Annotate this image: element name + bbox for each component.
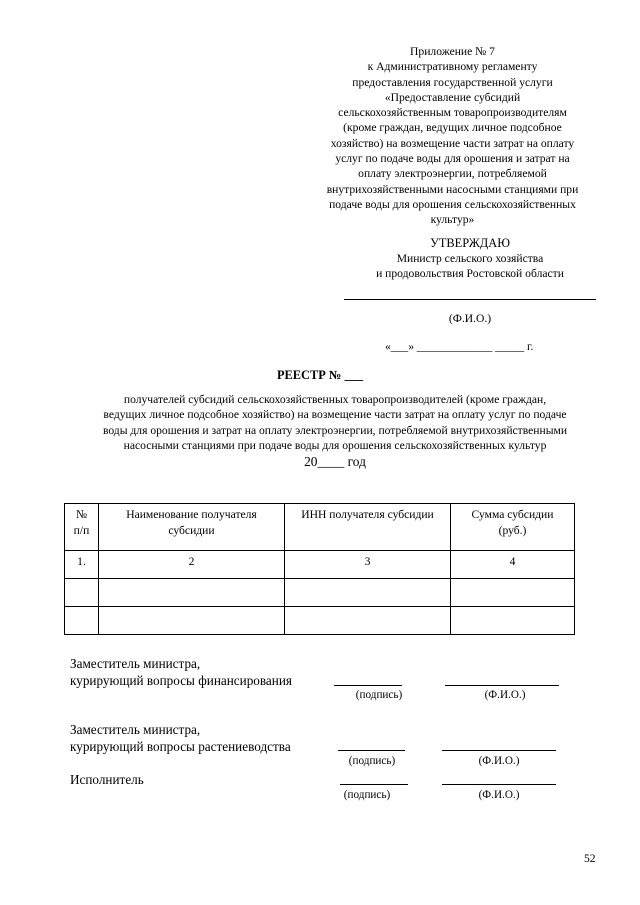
deputy-finance-signature-label: (подпись)	[355, 689, 403, 701]
executor-fio-line	[442, 784, 556, 785]
deputy-finance-title: Заместитель министра,	[70, 656, 201, 671]
minister-signature-line	[344, 299, 596, 300]
appendix-line: «Предоставление субсидий	[384, 90, 521, 104]
table-cell	[285, 607, 451, 635]
table-row	[65, 551, 575, 579]
approval-organization: и продовольствия Ростовской области	[376, 267, 564, 280]
deputy-crop-scope: курирующий вопросы растениеводства	[70, 739, 291, 754]
deputy-crop-signature-line	[338, 750, 405, 751]
registry-title: РЕЕСТР № ___	[276, 368, 364, 382]
minister-fio-label: (Ф.И.О.)	[448, 312, 492, 325]
table-header-row	[65, 504, 575, 551]
table-cell	[451, 579, 575, 607]
executor-signature-label: (подпись)	[343, 789, 391, 801]
appendix-line: к Административному регламенту	[367, 60, 538, 74]
approval-position: Министр сельского хозяйства	[396, 252, 544, 265]
appendix-line: (кроме граждан, ведущих личное подсобное	[343, 121, 562, 135]
table-cell: 1.	[65, 551, 99, 579]
description-line: насосными станциями при подаче воды для орошения сельскохозяйственных культур	[123, 438, 547, 452]
header-subsidy-amount: Сумма субсидии (руб.)	[451, 504, 575, 551]
deputy-crop-signature-label: (подпись)	[348, 755, 396, 767]
registry-description	[50, 392, 620, 453]
table-row	[65, 579, 575, 607]
table-cell	[65, 607, 99, 635]
deputy-crop-fio-line	[442, 750, 556, 751]
header-recipient-name: Наименование получателя субсидии	[99, 504, 285, 551]
header-number: № п/п	[65, 504, 99, 551]
table-cell: 2	[99, 551, 285, 579]
appendix-line: подаче воды для орошения сельскохозяйственных	[329, 197, 576, 211]
table-row	[65, 607, 575, 635]
table-cell	[285, 579, 451, 607]
deputy-finance-fio-line	[445, 685, 559, 686]
executor-fio-label: (Ф.И.О.)	[478, 789, 520, 801]
deputy-crop-fio-label: (Ф.И.О.)	[478, 755, 520, 767]
appendix-line: внутрихозяйственными насосными станциями при	[326, 182, 579, 196]
executor-signature-line	[340, 784, 408, 785]
table-cell	[65, 579, 99, 607]
executor-label: Исполнитель	[70, 772, 144, 787]
table-cell	[99, 579, 285, 607]
appendix-line: предоставления государственной услуги	[352, 75, 553, 89]
appendix-line: сельскохозяйственным товаропроизводителям	[338, 106, 567, 120]
deputy-finance-signature-line	[334, 685, 402, 686]
registry-year: 20____ год	[304, 454, 366, 469]
approval-title: УТВЕРЖДАЮ	[430, 236, 510, 250]
header-inn: ИНН получателя субсидии	[285, 504, 451, 551]
page-number: 52	[584, 852, 596, 865]
appendix-header	[300, 44, 605, 228]
approval-date: «___» _____________ _____ г.	[385, 340, 534, 353]
deputy-crop-title: Заместитель министра,	[70, 722, 201, 737]
appendix-line: Приложение № 7	[410, 45, 495, 58]
appendix-line: культур»	[430, 213, 475, 227]
approval-block	[330, 236, 610, 281]
table-cell	[451, 607, 575, 635]
description-line: ведущих личное подсобное хозяйство) на возмещение части затрат на оплату услуг по подаче	[103, 408, 567, 422]
description-line: получателей субсидий сельскохозяйственных товаропроизводителей (кроме граждан,	[123, 393, 547, 406]
appendix-line: оплату электроэнергии, потребляемой	[358, 167, 547, 181]
deputy-finance-fio-label: (Ф.И.О.)	[484, 689, 526, 701]
deputy-finance-scope: курирующий вопросы финансирования	[70, 673, 292, 688]
appendix-line: хозяйство) на возмещение части затрат на оплату	[330, 136, 575, 150]
registry-table	[64, 503, 575, 635]
table-cell	[99, 607, 285, 635]
table-cell: 3	[285, 551, 451, 579]
appendix-line: услуг по подаче воды для орошения и затрат на	[335, 152, 570, 166]
description-line: воды для орошения и затрат на оплату электроэнергии, потребляемой внутрихозяйственными	[102, 423, 568, 437]
table-cell: 4	[451, 551, 575, 579]
